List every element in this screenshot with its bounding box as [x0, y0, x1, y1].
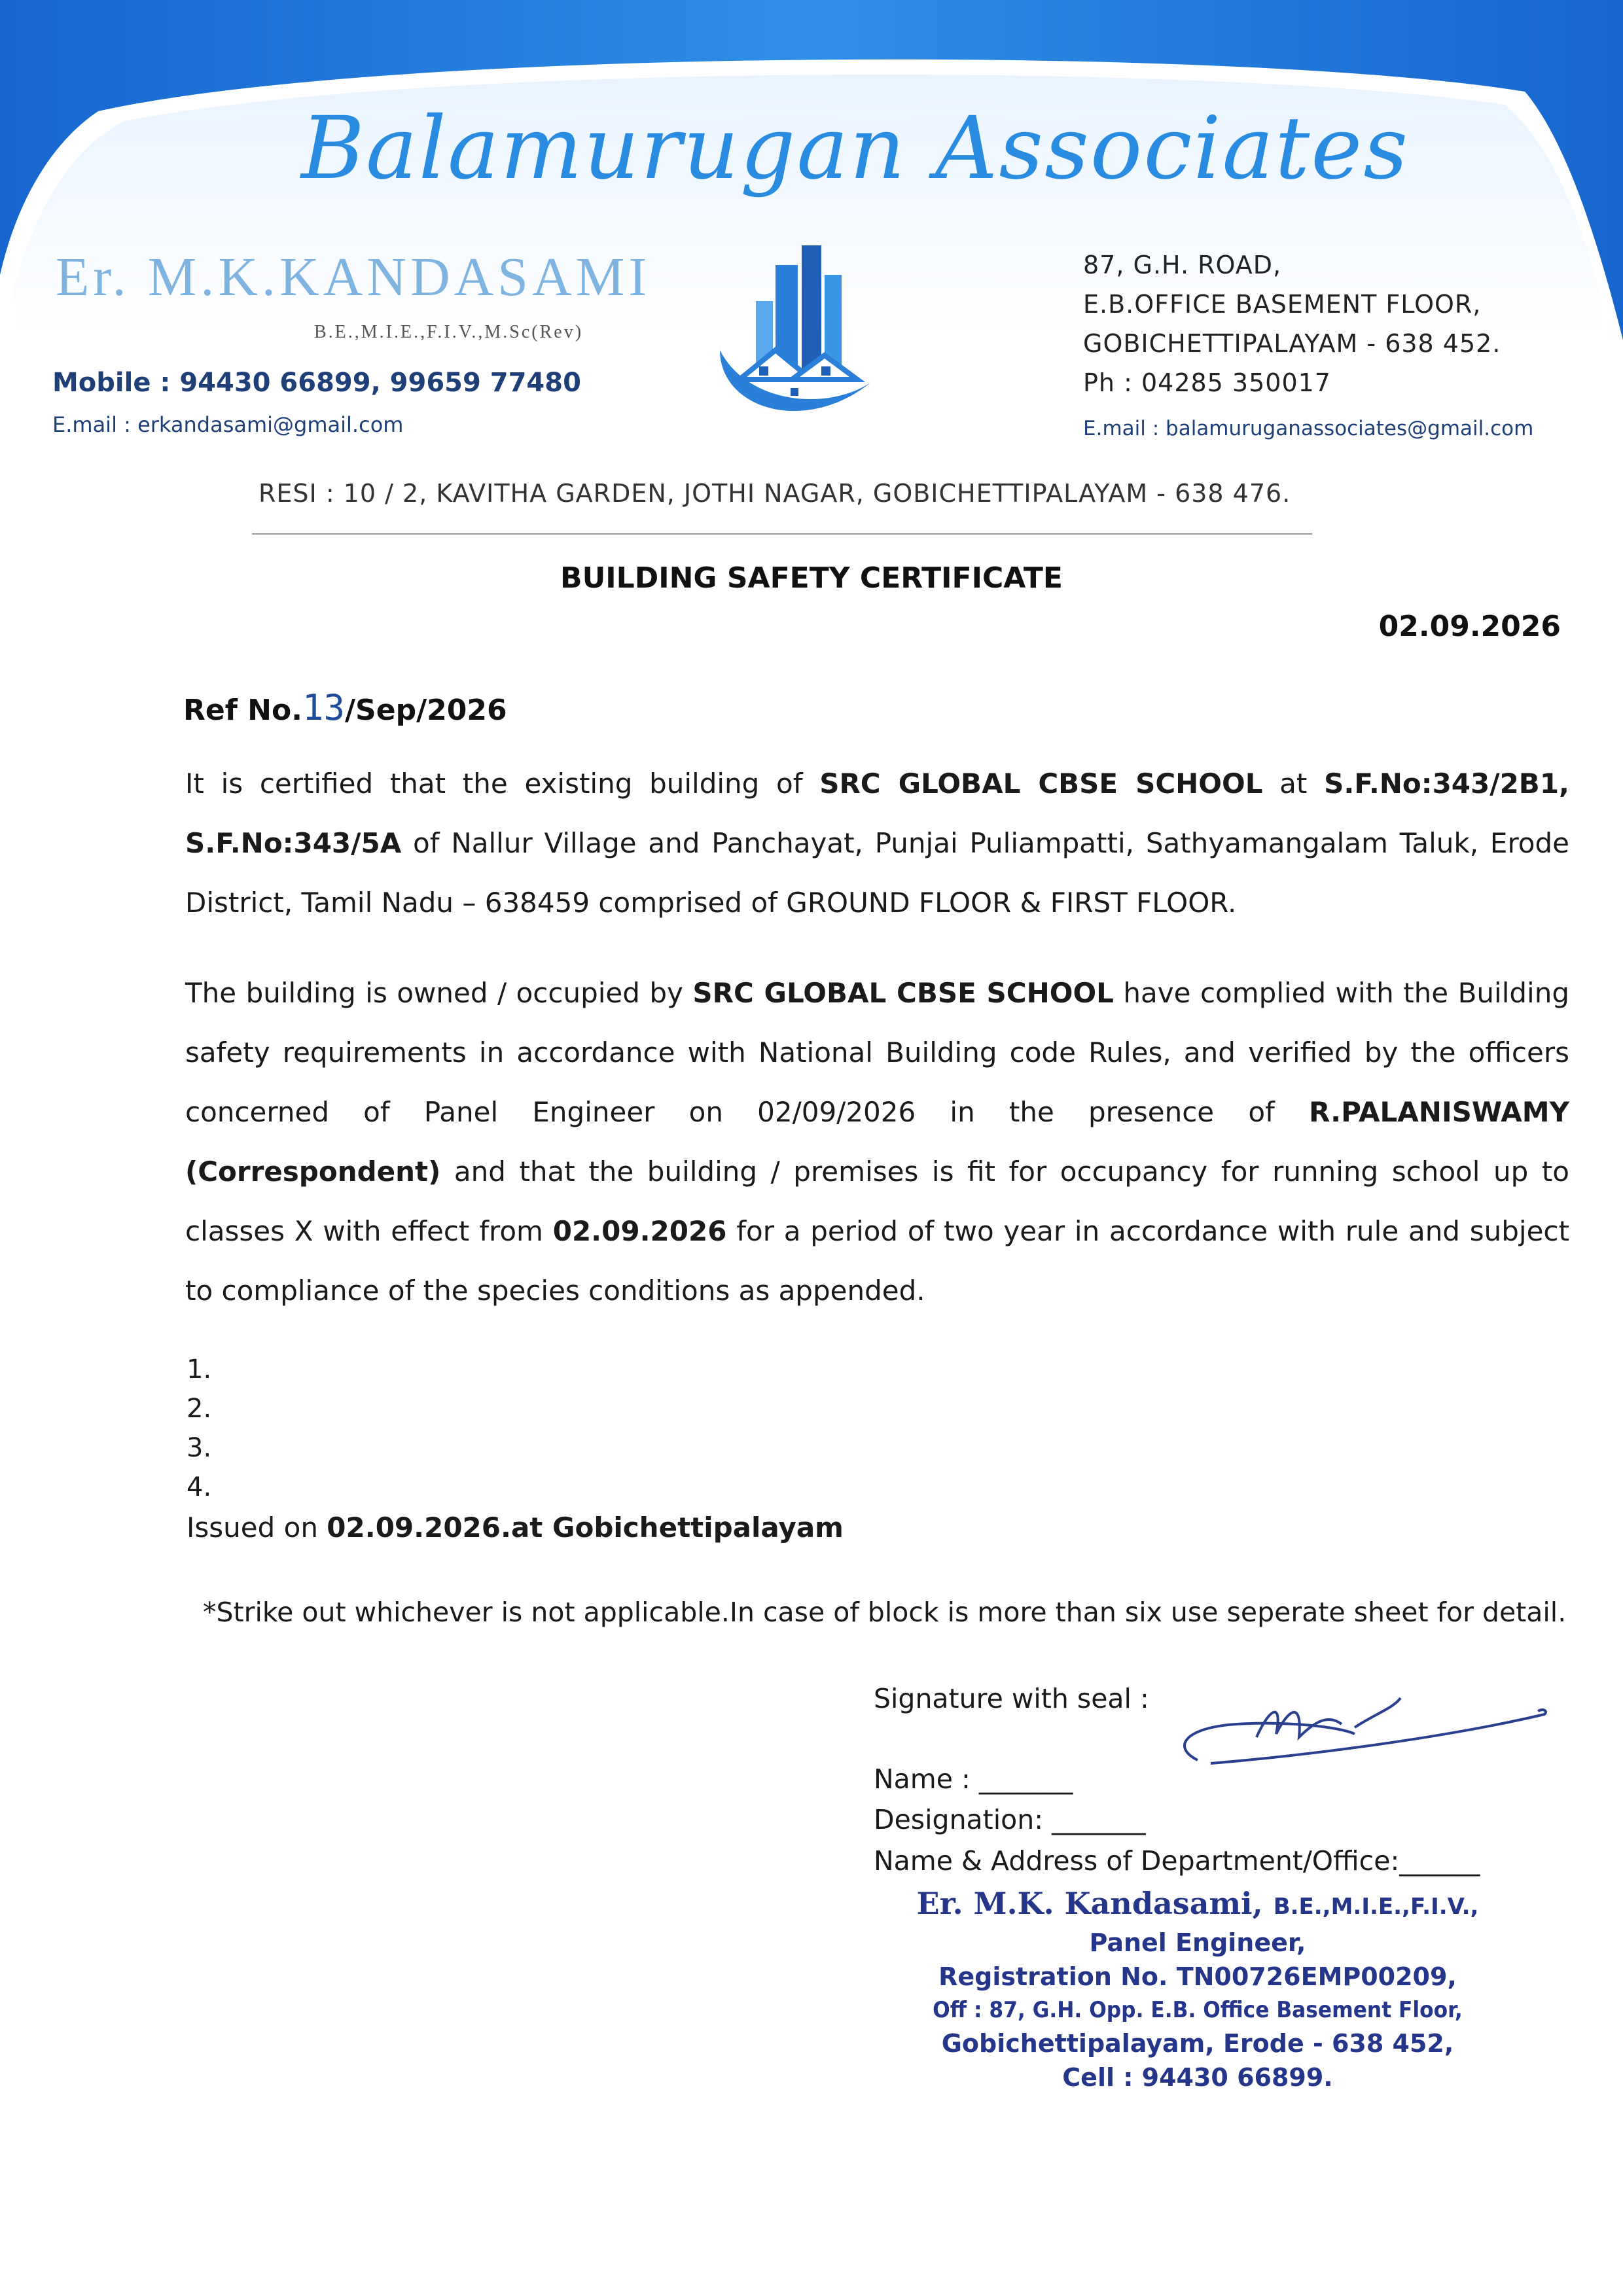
stamp-title: Panel Engineer,	[1089, 1928, 1306, 1957]
p2-correspondent: R.PALANISWAMY (Correspondent)	[185, 1096, 1569, 1188]
stamp-cell: Cell : 94430 66899.	[1062, 2063, 1333, 2092]
residence-address: RESI : 10 / 2, KAVITHA GARDEN, JOTHI NAGAR, GOBICHETTIPALAYAM - 638 476.	[259, 479, 1291, 508]
ref-handwritten-number: 13	[302, 687, 345, 728]
signature-label: Signature with seal :	[874, 1683, 1149, 1714]
p1-text-1: It is certified that the existing building of	[185, 768, 820, 800]
footnote: *Strike out whichever is not applicable.In case of block is more than six use seperate sheet for detail.	[203, 1597, 1567, 1628]
condition-item: 2.	[187, 1394, 212, 1424]
office-address-line-1: 87, G.H. ROAD,	[1083, 251, 1282, 279]
stamp-office: Off : 87, G.H. Opp. E.B. Office Basement Floor,	[933, 1997, 1463, 2023]
certificate-paragraph-1	[185, 754, 1569, 932]
stamp-registration: Registration No. TN00726EMP00209,	[938, 1962, 1457, 1991]
office-phone: Ph : 04285 350017	[1083, 368, 1331, 397]
designation-field-label: Designation: _______	[874, 1804, 1146, 1835]
ref-prefix: Ref No.	[183, 694, 302, 727]
engineer-email: E.mail : erkandasami@gmail.com	[52, 412, 404, 437]
document-title: BUILDING SAFETY CERTIFICATE	[560, 561, 1063, 595]
office-email: E.mail : balamuruganassociates@gmail.com	[1083, 417, 1534, 440]
mobile-numbers: Mobile : 94430 66899, 99659 77480	[52, 368, 581, 398]
stamp-qualifications: B.E.,M.I.E.,F.I.V.,	[1273, 1894, 1479, 1920]
p1-school-name: SRC GLOBAL CBSE SCHOOL	[819, 768, 1263, 800]
name-field-label: Name : _______	[874, 1763, 1073, 1795]
issued-on	[187, 1511, 844, 1544]
reference-number	[183, 687, 507, 728]
office-address-line-3: GOBICHETTIPALAYAM - 638 452.	[1083, 329, 1501, 358]
stamp-name: Er. M.K. Kandasami,	[916, 1886, 1263, 1921]
building-logo-icon	[713, 239, 883, 429]
ref-suffix: /Sep/2026	[344, 694, 507, 727]
p2-effective-date: 02.09.2026	[552, 1215, 727, 1247]
p1-text-4: of Nallur Village and Panchayat, Punjai Puliampatti, Sathyamangalam Taluk, Erode District, Tamil Nadu – 638459 comprised of GROUND FLOOR & FIRST FLOOR.	[185, 827, 1569, 919]
handwritten-signature	[1158, 1688, 1564, 1786]
engineer-name: Er. M.K.KANDASAMI	[56, 247, 651, 308]
issued-value: 02.09.2026.at Gobichettipalayam	[327, 1511, 844, 1544]
condition-item: 3.	[187, 1433, 212, 1463]
office-address-line-2: E.B.OFFICE BASEMENT FLOOR,	[1083, 290, 1482, 319]
p1-survey-number-2: S.F.No:343/5A	[185, 827, 402, 859]
condition-item: 1.	[187, 1354, 212, 1385]
condition-item: 4.	[187, 1472, 212, 1502]
stamp-name-line	[838, 1884, 1558, 1926]
p2-school-name: SRC GLOBAL CBSE SCHOOL	[692, 977, 1114, 1009]
p2-text-1: The building is owned / occupied by	[185, 977, 693, 1009]
p2-text-3: and that the building / premises is fit for occupancy for running school up to classes X with effect from	[185, 1156, 1569, 1247]
p1-text-2: at	[1262, 768, 1325, 800]
engineer-seal-stamp	[838, 1884, 1558, 2094]
company-name: Balamurugan Associates	[301, 98, 1410, 199]
department-field-label: Name & Address of Department/Office:______	[874, 1845, 1480, 1877]
engineer-qualifications: B.E.,M.I.E.,F.I.V.,M.Sc(Rev)	[314, 322, 584, 342]
issued-prefix: Issued on	[187, 1511, 327, 1544]
document-date: 02.09.2026	[1378, 610, 1561, 643]
p1-survey-number-1: S.F.No:343/2B1,	[1324, 768, 1569, 800]
certificate-paragraph-2	[185, 963, 1569, 1320]
p2-text-4: for a period of two year in accordance with rule and subject to compliance of the species conditions as appended.	[185, 1215, 1569, 1307]
stamp-city: Gobichettipalayam, Erode - 638 452,	[941, 2029, 1454, 2058]
header-divider	[252, 533, 1312, 535]
p2-text-2: have complied with the Building safety requirements in accordance with National Building code Rules, and verified by the officers concerned of Panel Engineer on 02/09/2026 in the presence of	[185, 977, 1569, 1128]
